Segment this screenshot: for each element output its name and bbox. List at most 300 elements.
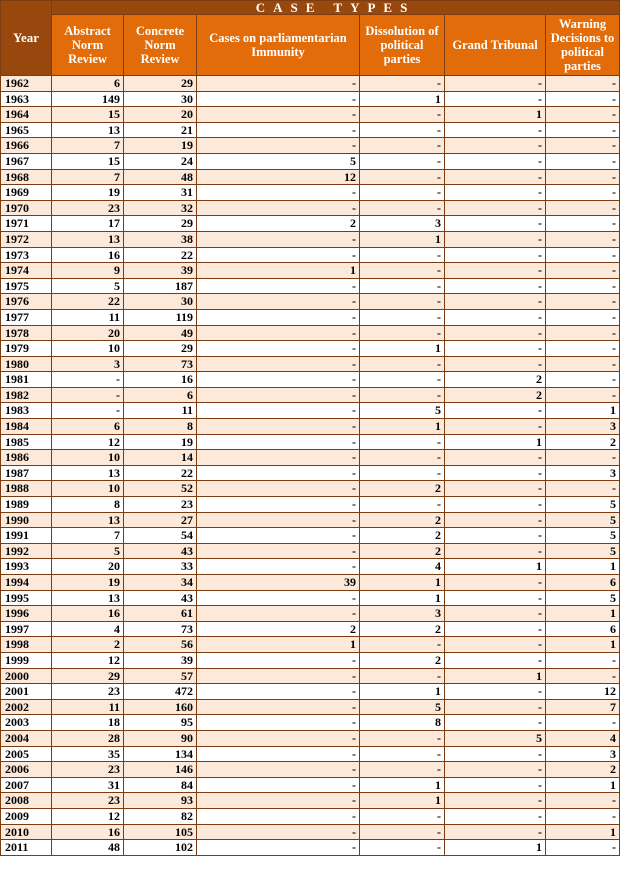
year-cell: 2010 [1, 824, 52, 840]
warning-decisions-cell: - [546, 263, 620, 279]
grand-tribunal-cell: - [445, 450, 546, 466]
abstract-norm-review-cell: 20 [52, 559, 124, 575]
grand-tribunal-cell: - [445, 465, 546, 481]
abstract-norm-review-cell: - [52, 403, 124, 419]
abstract-norm-review-cell: 13 [52, 122, 124, 138]
parliamentarian-immunity-cell: - [197, 138, 360, 154]
table-row [1, 621, 620, 637]
dissolution-political-parties-cell: 8 [360, 715, 445, 731]
abstract-norm-review-cell: 19 [52, 575, 124, 591]
year-cell: 2009 [1, 808, 52, 824]
concrete-norm-review-cell: 6 [124, 387, 197, 403]
dissolution-political-parties-cell: - [360, 497, 445, 513]
concrete-norm-review-cell: 27 [124, 512, 197, 528]
parliamentarian-immunity-cell: - [197, 824, 360, 840]
table-row [1, 528, 620, 544]
warning-decisions-cell: 3 [546, 465, 620, 481]
year-cell: 1989 [1, 497, 52, 513]
parliamentarian-immunity-cell: - [197, 200, 360, 216]
grand-tribunal-cell: - [445, 325, 546, 341]
warning-decisions-cell: - [546, 91, 620, 107]
year-cell: 1984 [1, 419, 52, 435]
parliamentarian-immunity-cell: - [197, 247, 360, 263]
parliamentarian-immunity-cell: - [197, 715, 360, 731]
parliamentarian-immunity-cell: - [197, 559, 360, 575]
abstract-norm-review-cell: 11 [52, 309, 124, 325]
dissolution-political-parties-cell: - [360, 356, 445, 372]
table-row [1, 684, 620, 700]
warning-decisions-cell: 2 [546, 762, 620, 778]
warning-decisions-cell: - [546, 294, 620, 310]
table-row [1, 309, 620, 325]
table-row [1, 450, 620, 466]
warning-decisions-cell: - [546, 278, 620, 294]
grand-tribunal-cell: - [445, 247, 546, 263]
dissolution-political-parties-cell: - [360, 325, 445, 341]
parliamentarian-immunity-cell: 1 [197, 263, 360, 279]
grand-tribunal-cell: - [445, 497, 546, 513]
year-cell: 2005 [1, 746, 52, 762]
parliamentarian-immunity-cell: - [197, 278, 360, 294]
grand-tribunal-cell: 1 [445, 559, 546, 575]
table-row [1, 730, 620, 746]
warning-decisions-cell: - [546, 793, 620, 809]
dissolution-political-parties-cell: - [360, 263, 445, 279]
grand-tribunal-cell: 2 [445, 372, 546, 388]
year-cell: 1965 [1, 122, 52, 138]
grand-tribunal-cell: - [445, 652, 546, 668]
abstract-norm-review-cell: 12 [52, 434, 124, 450]
warning-decisions-cell: - [546, 153, 620, 169]
grand-tribunal-cell: - [445, 216, 546, 232]
abstract-norm-review-cell: - [52, 372, 124, 388]
grand-tribunal-cell: - [445, 231, 546, 247]
abstract-norm-review-cell: 3 [52, 356, 124, 372]
year-cell: 1985 [1, 434, 52, 450]
dissolution-political-parties-cell: - [360, 808, 445, 824]
table-row [1, 216, 620, 232]
grand-tribunal-cell: - [445, 122, 546, 138]
grand-tribunal-cell: - [445, 684, 546, 700]
table-row [1, 419, 620, 435]
warning-decisions-cell: - [546, 185, 620, 201]
table-row [1, 278, 620, 294]
parliamentarian-immunity-cell: - [197, 699, 360, 715]
warning-decisions-cell: - [546, 387, 620, 403]
warning-decisions-cell: 3 [546, 746, 620, 762]
grand-tribunal-cell: - [445, 606, 546, 622]
grand-tribunal-cell: 5 [445, 730, 546, 746]
table-row [1, 434, 620, 450]
year-header: Year [1, 1, 52, 76]
parliamentarian-immunity-cell: - [197, 294, 360, 310]
year-cell: 1999 [1, 652, 52, 668]
table-row [1, 777, 620, 793]
parliamentarian-immunity-cell: - [197, 231, 360, 247]
year-cell: 1972 [1, 231, 52, 247]
year-cell: 2002 [1, 699, 52, 715]
table-row [1, 793, 620, 809]
grand-tribunal-cell: - [445, 793, 546, 809]
concrete-norm-review-cell: 19 [124, 434, 197, 450]
grand-tribunal-cell: - [445, 512, 546, 528]
warning-decisions-cell: 5 [546, 590, 620, 606]
parliamentarian-immunity-header: Cases on parliamentarian Immunity [197, 15, 360, 76]
grand-tribunal-cell: - [445, 777, 546, 793]
parliamentarian-immunity-cell: - [197, 746, 360, 762]
parliamentarian-immunity-cell: - [197, 684, 360, 700]
abstract-norm-review-cell: 23 [52, 762, 124, 778]
dissolution-political-parties-cell: - [360, 247, 445, 263]
table-row [1, 668, 620, 684]
warning-decisions-cell: - [546, 200, 620, 216]
concrete-norm-review-cell: 16 [124, 372, 197, 388]
parliamentarian-immunity-cell: - [197, 808, 360, 824]
year-cell: 1987 [1, 465, 52, 481]
parliamentarian-immunity-cell: - [197, 762, 360, 778]
warning-decisions-cell: - [546, 76, 620, 92]
grand-tribunal-cell: - [445, 528, 546, 544]
parliamentarian-immunity-cell: - [197, 434, 360, 450]
warning-decisions-cell: - [546, 309, 620, 325]
concrete-norm-review-cell: 57 [124, 668, 197, 684]
table-body [1, 76, 620, 856]
abstract-norm-review-cell: 7 [52, 138, 124, 154]
grand-tribunal-cell: - [445, 637, 546, 653]
warning-decisions-cell: 1 [546, 559, 620, 575]
concrete-norm-review-cell: 61 [124, 606, 197, 622]
concrete-norm-review-cell: 102 [124, 840, 197, 856]
warning-decisions-cell: - [546, 668, 620, 684]
warning-decisions-cell: - [546, 107, 620, 123]
warning-decisions-cell: - [546, 169, 620, 185]
concrete-norm-review-cell: 24 [124, 153, 197, 169]
concrete-norm-review-cell: 187 [124, 278, 197, 294]
warning-decisions-cell: - [546, 450, 620, 466]
abstract-norm-review-cell: 12 [52, 808, 124, 824]
grand-tribunal-cell: - [445, 543, 546, 559]
table-row [1, 387, 620, 403]
abstract-norm-review-cell: 6 [52, 76, 124, 92]
grand-tribunal-cell: - [445, 419, 546, 435]
year-cell: 2011 [1, 840, 52, 856]
parliamentarian-immunity-cell: - [197, 341, 360, 357]
concrete-norm-review-cell: 20 [124, 107, 197, 123]
warning-decisions-cell: - [546, 808, 620, 824]
year-cell: 2004 [1, 730, 52, 746]
parliamentarian-immunity-cell: 12 [197, 169, 360, 185]
year-cell: 1991 [1, 528, 52, 544]
year-cell: 2008 [1, 793, 52, 809]
dissolution-political-parties-cell: - [360, 387, 445, 403]
abstract-norm-review-cell: 15 [52, 107, 124, 123]
dissolution-political-parties-cell: 1 [360, 777, 445, 793]
grand-tribunal-cell: - [445, 200, 546, 216]
dissolution-political-parties-cell: - [360, 76, 445, 92]
table-row [1, 746, 620, 762]
table-row [1, 107, 620, 123]
abstract-norm-review-cell: 149 [52, 91, 124, 107]
parliamentarian-immunity-cell: 5 [197, 153, 360, 169]
warning-decisions-cell: 1 [546, 403, 620, 419]
year-cell: 1967 [1, 153, 52, 169]
year-cell: 1970 [1, 200, 52, 216]
warning-decisions-cell: - [546, 325, 620, 341]
dissolution-political-parties-cell: 1 [360, 575, 445, 591]
table-row [1, 840, 620, 856]
parliamentarian-immunity-cell: - [197, 590, 360, 606]
parliamentarian-immunity-cell: - [197, 450, 360, 466]
grand-tribunal-cell: - [445, 76, 546, 92]
concrete-norm-review-cell: 19 [124, 138, 197, 154]
grand-tribunal-cell: - [445, 481, 546, 497]
dissolution-political-parties-cell: - [360, 730, 445, 746]
warning-decisions-cell: - [546, 652, 620, 668]
year-cell: 1971 [1, 216, 52, 232]
concrete-norm-review-cell: 73 [124, 621, 197, 637]
abstract-norm-review-cell: 29 [52, 668, 124, 684]
grand-tribunal-cell: - [445, 309, 546, 325]
concrete-norm-review-cell: 82 [124, 808, 197, 824]
abstract-norm-review-cell: 8 [52, 497, 124, 513]
dissolution-political-parties-cell: - [360, 372, 445, 388]
parliamentarian-immunity-cell: - [197, 91, 360, 107]
warning-decisions-cell: 5 [546, 497, 620, 513]
parliamentarian-immunity-cell: - [197, 465, 360, 481]
abstract-norm-review-cell: 12 [52, 652, 124, 668]
year-cell: 1969 [1, 185, 52, 201]
abstract-norm-review-cell: 7 [52, 528, 124, 544]
table-row [1, 325, 620, 341]
dissolution-political-parties-cell: - [360, 138, 445, 154]
year-cell: 1976 [1, 294, 52, 310]
parliamentarian-immunity-cell: 2 [197, 621, 360, 637]
parliamentarian-immunity-cell: - [197, 185, 360, 201]
parliamentarian-immunity-cell: - [197, 668, 360, 684]
warning-decisions-cell: 1 [546, 606, 620, 622]
warning-decisions-cell: 5 [546, 512, 620, 528]
table-row [1, 824, 620, 840]
dissolution-political-parties-cell: - [360, 762, 445, 778]
warning-decisions-cell: 7 [546, 699, 620, 715]
abstract-norm-review-cell: 23 [52, 200, 124, 216]
concrete-norm-review-cell: 95 [124, 715, 197, 731]
year-cell: 1966 [1, 138, 52, 154]
table-row [1, 699, 620, 715]
table-row [1, 169, 620, 185]
warning-decisions-cell: 3 [546, 419, 620, 435]
concrete-norm-review-cell: 43 [124, 543, 197, 559]
warning-decisions-cell: 1 [546, 824, 620, 840]
dissolution-political-parties-cell: 1 [360, 91, 445, 107]
abstract-norm-review-cell: 23 [52, 793, 124, 809]
table-row [1, 543, 620, 559]
table-row [1, 247, 620, 263]
concrete-norm-review-cell: 29 [124, 216, 197, 232]
year-cell: 1973 [1, 247, 52, 263]
parliamentarian-immunity-cell: - [197, 325, 360, 341]
table-row [1, 372, 620, 388]
parliamentarian-immunity-cell: - [197, 543, 360, 559]
grand-tribunal-cell: - [445, 575, 546, 591]
abstract-norm-review-cell: - [52, 387, 124, 403]
year-cell: 1963 [1, 91, 52, 107]
year-cell: 1993 [1, 559, 52, 575]
concrete-norm-review-cell: 39 [124, 652, 197, 668]
abstract-norm-review-cell: 16 [52, 824, 124, 840]
parliamentarian-immunity-cell: - [197, 387, 360, 403]
parliamentarian-immunity-cell: - [197, 528, 360, 544]
year-cell: 1982 [1, 387, 52, 403]
dissolution-political-parties-cell: 3 [360, 216, 445, 232]
warning-decisions-cell: - [546, 216, 620, 232]
dissolution-political-parties-cell: 4 [360, 559, 445, 575]
abstract-norm-review-cell: 11 [52, 699, 124, 715]
dissolution-political-parties-cell: - [360, 200, 445, 216]
abstract-norm-review-header: Abstract Norm Review [52, 15, 124, 76]
concrete-norm-review-cell: 49 [124, 325, 197, 341]
table-row [1, 715, 620, 731]
dissolution-political-parties-cell: - [360, 169, 445, 185]
abstract-norm-review-cell: 7 [52, 169, 124, 185]
year-cell: 1979 [1, 341, 52, 357]
concrete-norm-review-cell: 146 [124, 762, 197, 778]
abstract-norm-review-cell: 15 [52, 153, 124, 169]
concrete-norm-review-cell: 73 [124, 356, 197, 372]
concrete-norm-review-header: Concrete Norm Review [124, 15, 197, 76]
warning-decisions-cell: 6 [546, 621, 620, 637]
year-cell: 1962 [1, 76, 52, 92]
year-cell: 1990 [1, 512, 52, 528]
parliamentarian-immunity-cell: 39 [197, 575, 360, 591]
abstract-norm-review-cell: 13 [52, 512, 124, 528]
concrete-norm-review-cell: 14 [124, 450, 197, 466]
parliamentarian-immunity-cell: - [197, 419, 360, 435]
year-cell: 1988 [1, 481, 52, 497]
warning-decisions-cell: - [546, 341, 620, 357]
concrete-norm-review-cell: 22 [124, 465, 197, 481]
case-types-header: CASE TYPES [52, 1, 620, 15]
table-row [1, 497, 620, 513]
grand-tribunal-cell: - [445, 590, 546, 606]
dissolution-political-parties-cell: - [360, 278, 445, 294]
warning-decisions-cell: 5 [546, 543, 620, 559]
parliamentarian-immunity-cell: - [197, 840, 360, 856]
abstract-norm-review-cell: 18 [52, 715, 124, 731]
grand-tribunal-cell: 1 [445, 840, 546, 856]
table-row [1, 637, 620, 653]
year-cell: 1997 [1, 621, 52, 637]
grand-tribunal-cell: - [445, 341, 546, 357]
table-row [1, 200, 620, 216]
parliamentarian-immunity-cell: - [197, 606, 360, 622]
table-row [1, 356, 620, 372]
table-row [1, 652, 620, 668]
dissolution-political-parties-cell: 2 [360, 481, 445, 497]
dissolution-political-parties-cell: 2 [360, 512, 445, 528]
warning-decisions-cell: 12 [546, 684, 620, 700]
abstract-norm-review-cell: 22 [52, 294, 124, 310]
dissolution-political-parties-cell: - [360, 668, 445, 684]
dissolution-political-parties-cell: 2 [360, 652, 445, 668]
year-cell: 1983 [1, 403, 52, 419]
table-row [1, 808, 620, 824]
dissolution-political-parties-cell: 5 [360, 403, 445, 419]
table-row [1, 341, 620, 357]
grand-tribunal-cell: - [445, 294, 546, 310]
grand-tribunal-cell: - [445, 138, 546, 154]
concrete-norm-review-cell: 21 [124, 122, 197, 138]
year-cell: 1968 [1, 169, 52, 185]
year-cell: 1974 [1, 263, 52, 279]
dissolution-political-parties-cell: - [360, 309, 445, 325]
warning-decisions-cell: - [546, 247, 620, 263]
grand-tribunal-cell: 2 [445, 387, 546, 403]
year-cell: 2001 [1, 684, 52, 700]
year-cell: 1995 [1, 590, 52, 606]
table-row [1, 559, 620, 575]
dissolution-political-parties-cell: 1 [360, 684, 445, 700]
abstract-norm-review-cell: 17 [52, 216, 124, 232]
year-cell: 1964 [1, 107, 52, 123]
parliamentarian-immunity-cell: - [197, 76, 360, 92]
dissolution-political-parties-cell: 1 [360, 341, 445, 357]
year-cell: 1975 [1, 278, 52, 294]
table-row [1, 294, 620, 310]
concrete-norm-review-cell: 30 [124, 91, 197, 107]
parliamentarian-immunity-cell: - [197, 730, 360, 746]
grand-tribunal-cell: - [445, 824, 546, 840]
dissolution-political-parties-cell: - [360, 434, 445, 450]
grand-tribunal-cell: - [445, 715, 546, 731]
abstract-norm-review-cell: 10 [52, 341, 124, 357]
warning-decisions-cell: 2 [546, 434, 620, 450]
dissolution-political-parties-cell: 5 [360, 699, 445, 715]
dissolution-political-parties-cell: - [360, 465, 445, 481]
grand-tribunal-cell: - [445, 621, 546, 637]
dissolution-political-parties-cell: 2 [360, 543, 445, 559]
parliamentarian-immunity-cell: - [197, 309, 360, 325]
concrete-norm-review-cell: 39 [124, 263, 197, 279]
dissolution-political-parties-cell: 2 [360, 528, 445, 544]
warning-decisions-cell: - [546, 481, 620, 497]
parliamentarian-immunity-cell: - [197, 512, 360, 528]
parliamentarian-immunity-cell: - [197, 793, 360, 809]
parliamentarian-immunity-cell: - [197, 107, 360, 123]
year-cell: 2000 [1, 668, 52, 684]
concrete-norm-review-cell: 30 [124, 294, 197, 310]
concrete-norm-review-cell: 48 [124, 169, 197, 185]
abstract-norm-review-cell: 6 [52, 419, 124, 435]
abstract-norm-review-cell: 9 [52, 263, 124, 279]
table-row [1, 231, 620, 247]
dissolution-political-parties-cell: - [360, 637, 445, 653]
grand-tribunal-cell: - [445, 403, 546, 419]
year-cell: 1986 [1, 450, 52, 466]
dissolution-political-parties-header: Dissolution of political parties [360, 15, 445, 76]
dissolution-political-parties-cell: 1 [360, 793, 445, 809]
parliamentarian-immunity-cell: - [197, 403, 360, 419]
warning-decisions-cell: 5 [546, 528, 620, 544]
concrete-norm-review-cell: 31 [124, 185, 197, 201]
abstract-norm-review-cell: 2 [52, 637, 124, 653]
concrete-norm-review-cell: 90 [124, 730, 197, 746]
concrete-norm-review-cell: 43 [124, 590, 197, 606]
warning-decisions-cell: 4 [546, 730, 620, 746]
grand-tribunal-cell: - [445, 278, 546, 294]
table-row [1, 91, 620, 107]
abstract-norm-review-cell: 10 [52, 481, 124, 497]
